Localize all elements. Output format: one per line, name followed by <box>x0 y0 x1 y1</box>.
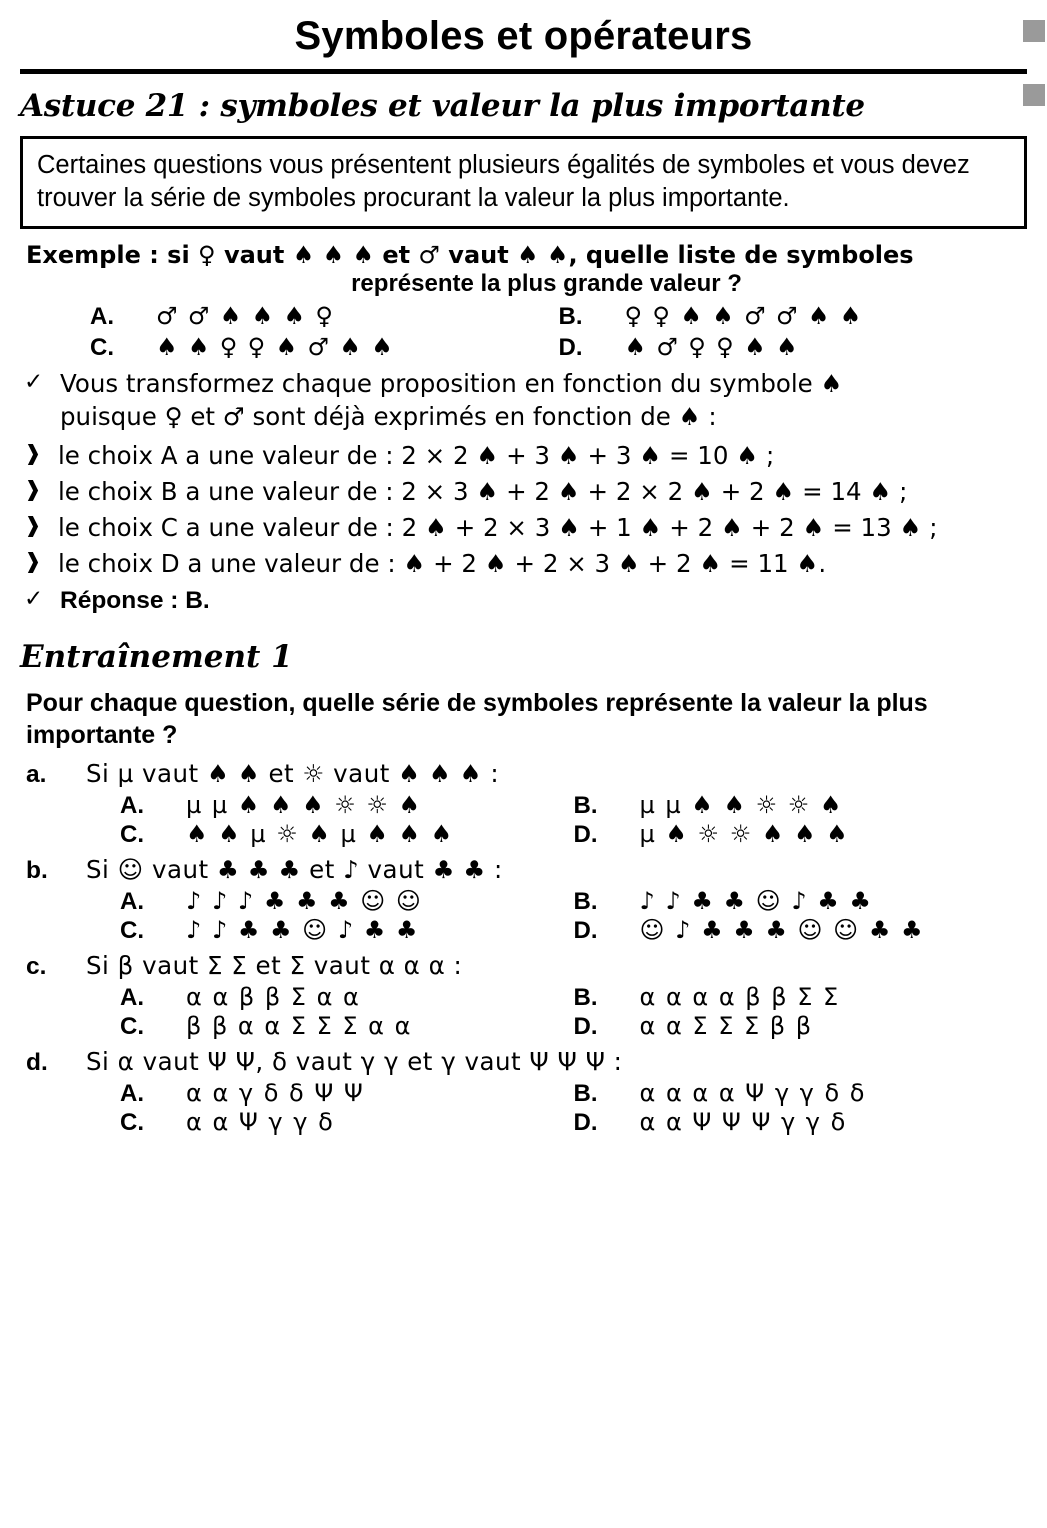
explanation-bullet-a <box>20 441 1027 470</box>
question-b-choice-b[interactable] <box>574 887 1028 916</box>
choice-label: A. <box>120 887 144 915</box>
question-d <box>20 1047 1027 1137</box>
choice-label: C. <box>120 916 144 944</box>
page-title: Symboles et opérateurs <box>294 14 753 58</box>
question-c <box>20 951 1027 1041</box>
question-a-choice-c[interactable] <box>120 820 574 849</box>
question-c-choice-a[interactable] <box>120 983 574 1012</box>
choice-label: B. <box>573 983 598 1011</box>
astuce-heading: Astuce 21 : symboles et valeur la plus importante <box>20 88 865 124</box>
choice-value: µ ♠ ☼ ☼ ♠ ♠ ♠ <box>639 819 850 848</box>
choice-value: ♠ ♠ ♀ ♀ ♠ ♂ ♠ ♠ <box>156 333 394 362</box>
intro-text: Certaines questions vous présentent plusieurs égalités de symboles et vous devez trouver la série de symboles procurant la valeur la plus importante. <box>37 151 970 212</box>
bullet-icon: ❱ <box>24 513 42 537</box>
choice-value: ☺ ♪ ♣ ♣ ♣ ☺ ☺ ♣ ♣ <box>639 915 924 944</box>
question-d-choices <box>20 1079 1027 1137</box>
choice-value: α α Ψ Ψ Ψ γ γ δ <box>639 1107 847 1136</box>
explanation-step-text <box>60 368 843 434</box>
question-b-choices <box>20 887 1027 945</box>
example-line2: représente la plus grande valeur ? <box>351 270 742 298</box>
example-choice-d[interactable] <box>559 333 1028 362</box>
choice-label: A. <box>120 791 144 819</box>
question-a-choice-b[interactable] <box>574 791 1028 820</box>
choice-label: A. <box>120 1079 144 1107</box>
question-c-choice-d[interactable] <box>574 1012 1028 1041</box>
title-divider <box>20 69 1027 74</box>
choice-label: B. <box>573 1079 598 1107</box>
question-a-choice-d[interactable] <box>574 820 1028 849</box>
explanation-bullet-b <box>20 477 1027 506</box>
choice-label: C. <box>120 820 144 848</box>
choice-value: ♠ ♂ ♀ ♀ ♠ ♠ <box>624 333 799 362</box>
question-text: Si µ vaut ♠ ♠ et ☼ vaut ♠ ♠ ♠ : <box>86 758 500 788</box>
intro-box <box>20 136 1027 229</box>
choice-label: B. <box>573 791 598 819</box>
bullet-text: le choix A a une valeur de : 2 × 2 ♠ + 3 ♠ + 3 ♠ = 10 ♠ ; <box>58 440 775 470</box>
choice-label: C. <box>120 1108 144 1136</box>
question-b <box>20 855 1027 945</box>
question-b-choice-a[interactable] <box>120 887 574 916</box>
example-lead: Exemple : si ♀ vaut ♠ ♠ ♠ et ♂ vaut ♠ ♠, quelle liste de symboles <box>26 241 914 270</box>
question-label: a. <box>26 760 47 788</box>
question-a <box>20 759 1027 849</box>
question-text: Si β vaut Σ Σ et Σ vaut α α α : <box>86 950 463 980</box>
choice-value: ♪ ♪ ♣ ♣ ☺ ♪ ♣ ♣ <box>186 915 419 944</box>
question-text: Si ☺ vaut ♣ ♣ ♣ et ♪ vaut ♣ ♣ : <box>86 854 503 884</box>
question-label: c. <box>26 952 47 980</box>
bullet-icon: ❱ <box>24 441 42 465</box>
bullet-text: le choix B a une valeur de : 2 × 3 ♠ + 2 ♠ + 2 × 2 ♠ + 2 ♠ = 14 ♠ ; <box>58 476 908 506</box>
question-d-choice-c[interactable] <box>120 1108 574 1137</box>
question-label: b. <box>26 856 48 884</box>
choice-label: A. <box>90 303 114 331</box>
bullet-icon: ❱ <box>24 549 42 573</box>
choice-label: B. <box>558 303 583 331</box>
bullet-text: le choix C a une valeur de : 2 ♠ + 2 × 3 ♠ + 1 ♠ + 2 ♠ + 2 ♠ = 13 ♠ ; <box>58 512 938 542</box>
question-d-choice-a[interactable] <box>120 1079 574 1108</box>
choice-label: D. <box>573 820 598 848</box>
example-choices <box>20 302 1027 362</box>
choice-value: α α α α β β Σ Σ <box>639 982 840 1011</box>
explanation-bullet-d <box>20 549 1027 578</box>
question-b-choice-c[interactable] <box>120 916 574 945</box>
example-statement <box>20 241 1027 298</box>
choice-label: C. <box>120 1012 144 1040</box>
choice-value: β β α α Σ Σ Σ α α <box>186 1011 412 1040</box>
explanation-step-line2: puisque ♀ et ♂ sont déjà exprimés en fonction de ♠ : <box>60 402 717 432</box>
example-choice-b[interactable] <box>559 302 1028 331</box>
choice-value: α α γ δ δ Ψ Ψ <box>186 1078 365 1107</box>
choice-label: B. <box>573 887 598 915</box>
question-a-choices <box>20 791 1027 849</box>
scrollbar-mark-top[interactable] <box>1023 20 1045 42</box>
question-label: d. <box>26 1048 48 1076</box>
answer-text: Réponse : B. <box>60 586 210 614</box>
choice-label: A. <box>120 983 144 1011</box>
question-c-choice-b[interactable] <box>574 983 1028 1012</box>
scrollbar-mark-second[interactable] <box>1023 84 1045 106</box>
example-choice-c[interactable] <box>90 333 559 362</box>
choice-value: α α Σ Σ Σ β β <box>639 1011 813 1040</box>
explanation-step <box>20 368 1027 434</box>
choice-label: D. <box>573 1108 598 1136</box>
choice-value: α α β β Σ α α <box>186 982 361 1011</box>
answer-line <box>20 585 1027 617</box>
choice-value: ♠ ♠ µ ☼ ♠ µ ♠ ♠ ♠ <box>186 819 454 848</box>
entrainement-prompt: Pour chaque question, quelle série de symboles représente la valeur la plus importante ? <box>26 688 928 749</box>
choice-label: D. <box>573 916 598 944</box>
question-a-stem <box>20 759 1027 789</box>
entrainement-heading: Entraînement 1 <box>20 638 293 675</box>
question-b-stem <box>20 855 1027 885</box>
choice-label: D. <box>573 1012 598 1040</box>
bullet-text: le choix D a une valeur de : ♠ + 2 ♠ + 2 × 3 ♠ + 2 ♠ = 11 ♠. <box>58 548 827 578</box>
question-a-choice-a[interactable] <box>120 791 574 820</box>
question-b-choice-d[interactable] <box>574 916 1028 945</box>
check-icon: ✓ <box>24 584 44 611</box>
choice-label: C. <box>90 334 114 362</box>
question-d-choice-b[interactable] <box>574 1079 1028 1108</box>
choice-value: ♪ ♪ ♪ ♣ ♣ ♣ ☺ ☺ <box>186 886 423 915</box>
choice-value: ♪ ♪ ♣ ♣ ☺ ♪ ♣ ♣ <box>639 886 873 915</box>
question-c-choice-c[interactable] <box>120 1012 574 1041</box>
choice-value: ♀ ♀ ♠ ♠ ♂ ♂ ♠ ♠ <box>624 302 863 331</box>
choice-value: µ µ ♠ ♠ ☼ ☼ ♠ <box>639 790 843 819</box>
example-choice-a[interactable] <box>90 302 559 331</box>
choice-label: D. <box>558 334 583 362</box>
explanation-step-line1: Vous transformez chaque proposition en fonction du symbole ♠ <box>60 369 843 399</box>
question-c-choices <box>20 983 1027 1041</box>
question-text: Si α vaut Ψ Ψ, δ vaut γ γ et γ vaut Ψ Ψ Ψ : <box>86 1046 623 1076</box>
choice-value: α α α α Ψ γ γ δ δ <box>639 1078 866 1107</box>
question-d-choice-d[interactable] <box>574 1108 1028 1137</box>
explanation-bullet-c <box>20 513 1027 542</box>
question-c-stem <box>20 951 1027 981</box>
question-d-stem <box>20 1047 1027 1077</box>
choice-value: µ µ ♠ ♠ ♠ ☼ ☼ ♠ <box>186 790 422 819</box>
choice-value: α α Ψ γ γ δ <box>186 1107 335 1136</box>
document-page <box>0 14 1047 1528</box>
bullet-icon: ❱ <box>24 477 42 501</box>
choice-value: ♂ ♂ ♠ ♠ ♠ ♀ <box>156 302 334 331</box>
check-icon: ✓ <box>24 368 44 395</box>
